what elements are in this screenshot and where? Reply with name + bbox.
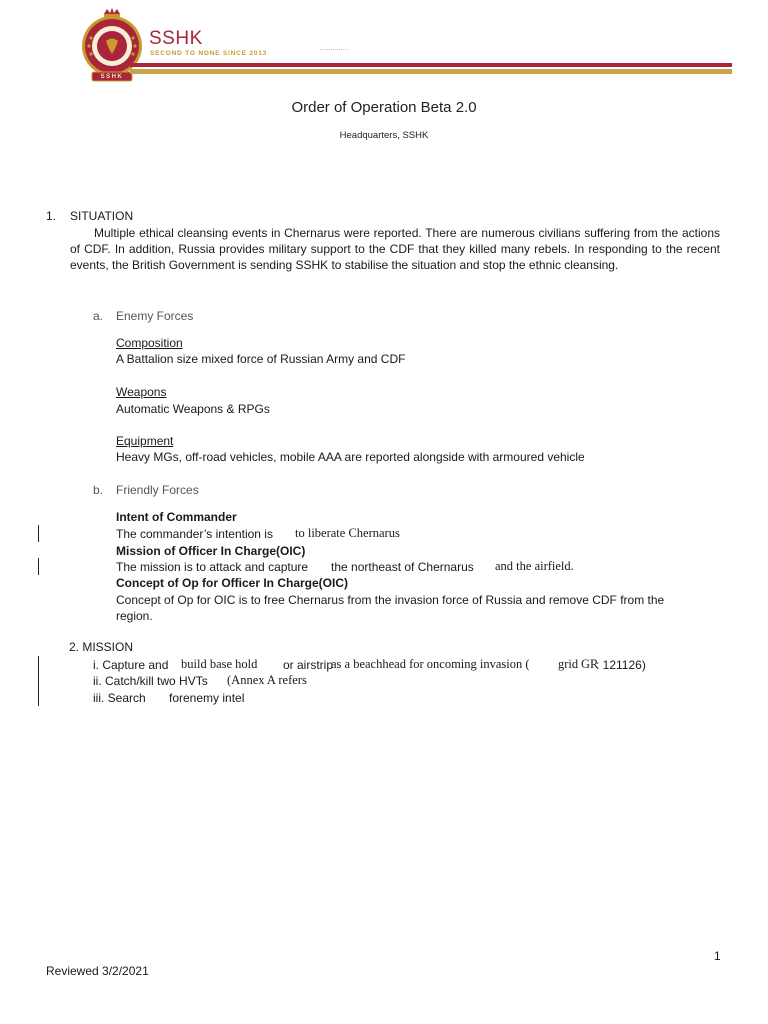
concept-text-line2: region. [116, 609, 153, 623]
mission-item1-f: GR [581, 657, 599, 671]
weapons-label: Weapons [116, 385, 167, 399]
intent-label: Intent of Commander [116, 510, 237, 524]
equipment-text: Heavy MGs, off-road vehicles, mobile AAA are reported alongside with armoured vehicle [116, 450, 585, 464]
mission-item1-c: or airstrip [283, 658, 334, 672]
brand-tagline: SECOND TO NONE SINCE 2013 [150, 50, 268, 57]
document-title: Order of Operation Beta 2.0 [291, 99, 477, 116]
mission-item1-d: as a beachhead for oncoming invasion ( [331, 657, 530, 671]
mission-item3-a: iii. Search [93, 691, 146, 705]
document-subtitle: Headquarters, SSHK [339, 130, 429, 141]
page-number: 1 [714, 949, 721, 963]
mission-oic-label: Mission of Officer In Charge(OIC) [116, 544, 306, 558]
situation-number: 1. [46, 209, 57, 223]
equipment-label: Equipment [116, 434, 174, 448]
change-bar [38, 525, 39, 542]
header-gold-rule [130, 69, 732, 74]
friendly-letter: b. [93, 483, 104, 497]
header-dotted-rule [320, 49, 348, 51]
composition-text: A Battalion size mixed force of Russian Army and CDF [116, 352, 406, 366]
mission-heading: 2. MISSION [69, 640, 134, 654]
situation-heading: SITUATION [70, 209, 134, 223]
mission-item1-g: : 121126) [596, 658, 646, 672]
enemy-forces-heading: Enemy Forces [116, 309, 194, 323]
mission-oic-text-c: and the airfield. [495, 559, 574, 573]
mission-oic-text-a: The mission is to attack and capture [116, 560, 309, 574]
mission-item1-b: build base hold [181, 657, 258, 671]
composition-label: Composition [116, 336, 183, 350]
concept-text-line1: Concept of Op for OIC is to free Chernarus from the invasion force of Russia and remove CDF from the [116, 593, 665, 607]
friendly-forces-heading: Friendly Forces [116, 483, 199, 497]
mission-item1-e: grid [558, 657, 579, 671]
situation-paragraph: Multiple ethical cleansing events in Chernarus were reported. There are numerous civilians suffering from the actions of CDF. In addition, Russia provides military support to the CDF that they killed many rebels. In responding to the recent events, the British Government is sending SSHK to stabilise the situation and stop the ethnic cleansing. [70, 226, 720, 272]
brand-name: SSHK [149, 28, 203, 49]
reviewed-date: Reviewed 3/2/2021 [46, 964, 149, 978]
weapons-text: Automatic Weapons & RPGs [116, 402, 270, 416]
logo-ribbon-text: SSHK [100, 74, 124, 80]
header-red-rule [130, 63, 732, 67]
mission-item3-b: forenemy intel [169, 691, 245, 705]
change-bar [38, 656, 39, 706]
concept-label: Concept of Op for Officer In Charge(OIC) [116, 576, 349, 590]
mission-item1-a: i. Capture and [93, 658, 169, 672]
mission-item2-b: (Annex A refers [227, 673, 307, 687]
change-bar [38, 558, 39, 575]
enemy-letter: a. [93, 309, 104, 323]
mission-oic-text-b: the northeast of Chernarus [331, 560, 474, 574]
intent-text-b: to liberate Chernarus [295, 526, 400, 540]
mission-item2-a: ii. Catch/kill two HVTs [93, 674, 208, 688]
intent-text-a: The commander’s intention is [116, 527, 273, 541]
